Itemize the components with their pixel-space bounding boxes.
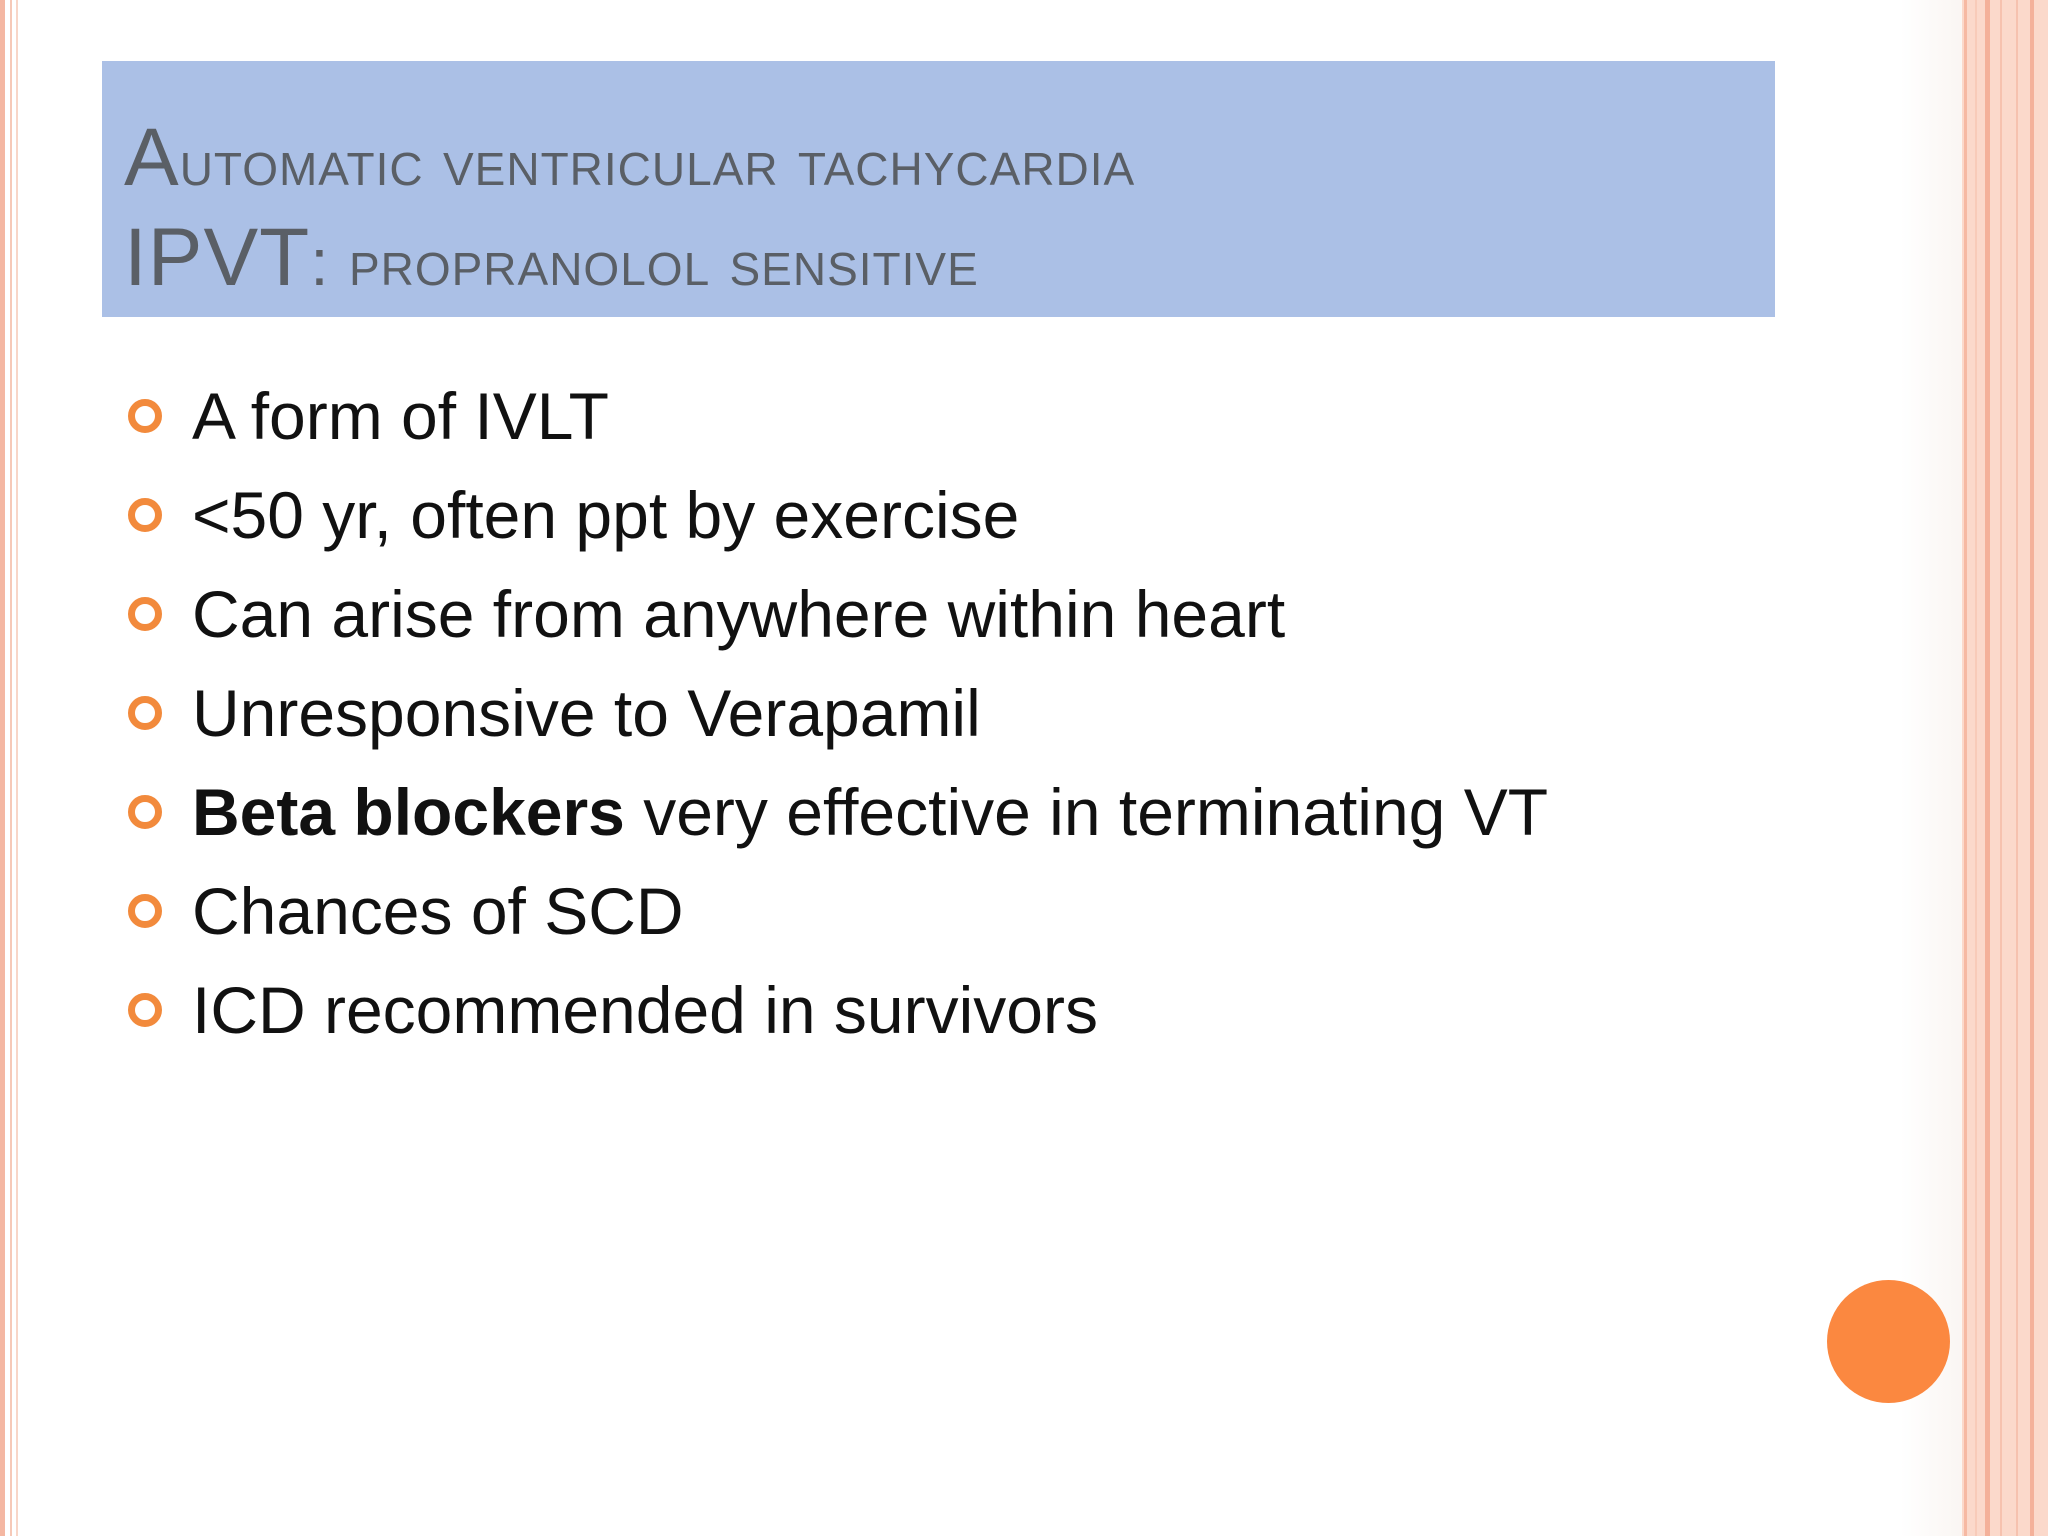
title-rest: : propranolol sensitive (310, 225, 979, 299)
bullet-text: Beta blockers very effective in terminating VT (192, 774, 1549, 849)
ring-bullet-icon (128, 795, 162, 829)
bullet-text: Can arise from anywhere within heart (192, 576, 1286, 651)
ring-bullet-icon (128, 399, 162, 433)
list-item (128, 663, 1828, 762)
slide-title-line-1 (124, 108, 1135, 212)
right-border-line (1964, 0, 1967, 1536)
right-border-line (1975, 0, 1977, 1536)
left-border-stripe (10, 0, 12, 1536)
bullet-text: A form of IVLT (192, 378, 609, 453)
ring-bullet-icon (128, 894, 162, 928)
slide-title-line-2 (124, 208, 979, 312)
right-border-line (2000, 0, 2002, 1536)
bullet-text: <50 yr, often ppt by exercise (192, 477, 1020, 552)
bullet-text: ICD recommended in survivors (192, 972, 1098, 1047)
bullet-text: Unresponsive to Verapamil (192, 675, 981, 750)
title-initial: A (124, 112, 180, 203)
list-item (128, 465, 1828, 564)
ring-bullet-icon (128, 696, 162, 730)
left-border-stripe (0, 0, 5, 1536)
list-item (128, 366, 1828, 465)
orange-circle-decoration (1827, 1280, 1950, 1403)
right-border-line (1985, 0, 1990, 1536)
list-item (128, 861, 1828, 960)
right-border-line (2016, 0, 2018, 1536)
bullet-list (128, 366, 1828, 1059)
bullet-text: Chances of SCD (192, 873, 684, 948)
ring-bullet-icon (128, 993, 162, 1027)
left-border-stripe (16, 0, 18, 1536)
ring-bullet-icon (128, 498, 162, 532)
list-item (128, 564, 1828, 663)
list-item (128, 762, 1828, 861)
right-border-line (2030, 0, 2034, 1536)
title-acronym: IPVT (124, 212, 311, 303)
title-rest: utomatic ventricular tachycardia (179, 125, 1136, 199)
ring-bullet-icon (128, 597, 162, 631)
list-item (128, 960, 1828, 1059)
